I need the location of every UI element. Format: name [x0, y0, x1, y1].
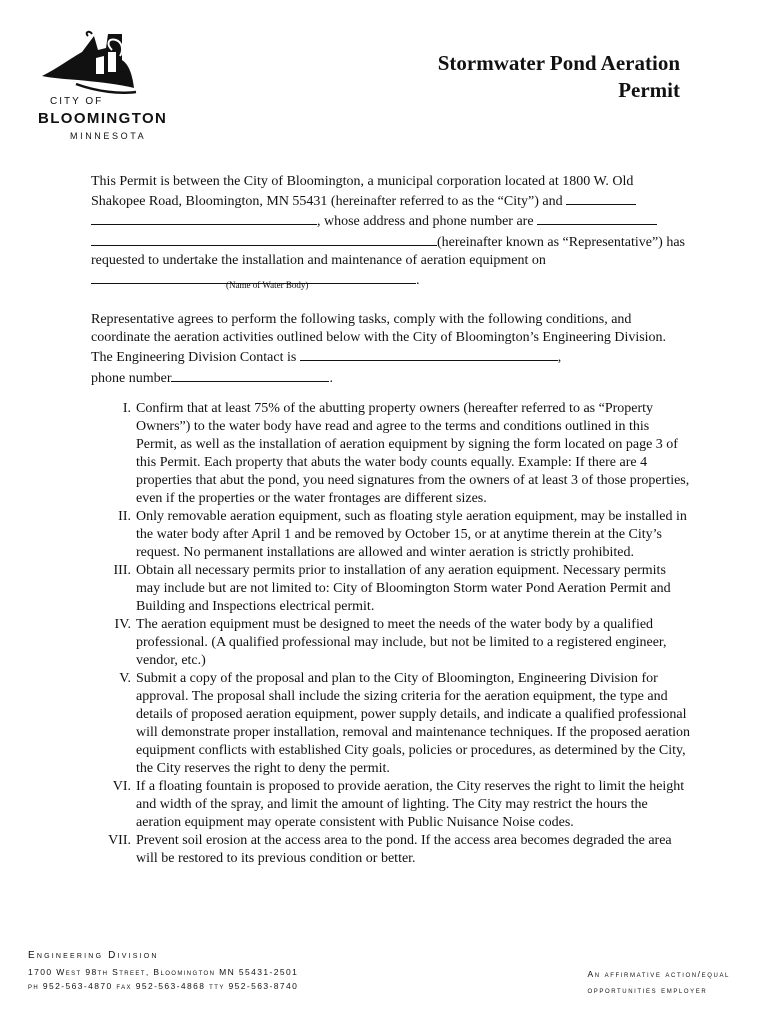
bloomington-emblem-icon: [38, 30, 188, 100]
representative-name-blank-2[interactable]: [91, 211, 317, 225]
logo-state: MINNESOTA: [70, 131, 147, 141]
logo-city-of: CITY OF: [50, 96, 104, 107]
representative-name-blank[interactable]: [566, 191, 636, 205]
task-list: [91, 400, 691, 868]
task-text: Submit a copy of the proposal and plan to the City of Bloomington, Engineering Division for approval. The proposal shall include the sizing criteria for the aeration equipment, the type and details of proposed aeration equipment, power supply details, and indicate a qualified professional will demonstrate proper installation, removal and maintenance techniques. If the proposed aeration equipment conflicts with established City goals, policies or procedures, as determined by the City, the City reserves the right to deny the permit.: [136, 671, 690, 776]
task-item: [91, 616, 691, 670]
task-number: VI.: [112, 779, 131, 794]
page-title: [438, 50, 680, 104]
task-text: Confirm that at least 75% of the abutting property owners (hereafter referred to as “Property Owners”) to the water body have read and agree to the terms and conditions outlined in this Permit, as well as the installation of aeration equipment by signing the form located on page 3 of this Permit. Each property that abuts the water body counts equally. Example: If there are 4 properties that abut the pond, you need signatures from the owners of at least 3 of those properties, even if the properties or the water frontages are different sizes.: [136, 401, 690, 506]
task-number: III.: [113, 563, 131, 578]
task-item: [91, 670, 691, 778]
task-number: IV.: [114, 617, 131, 632]
footer-eo-line-1: An affirmative action/equal: [587, 969, 730, 979]
intro-text-3: (hereinafter known as “Representative”) has requested to undertake the installation and maintenance of aeration equipment on: [91, 234, 685, 268]
task-text: Prevent soil erosion at the access area to the pond. If the access area becomes degraded the area will be restored to its previous condition or better.: [136, 833, 672, 866]
address-phone-blank[interactable]: [537, 211, 657, 225]
intro-text-2: , whose address and phone number are: [317, 214, 534, 230]
footer-division: Engineering Division: [28, 950, 159, 961]
intro-text-1: This Permit is between the City of Bloomington, a municipal corporation located at 1800 W. Old Shakopee Road, Bloomington, MN 55431 (hereinafter referred to as the “City”) and: [91, 174, 634, 210]
task-item: [91, 778, 691, 832]
contact-phone-blank[interactable]: [171, 368, 329, 382]
task-number: II.: [118, 509, 131, 524]
footer-equal-opportunity: [587, 966, 730, 998]
task-item: [91, 508, 691, 562]
footer-phones: ph 952-563-4870 fax 952-563-4868 tty 952-563-8740: [28, 981, 299, 991]
para2-text-1: Representative agrees to perform the following tasks, comply with the following conditions, and coordinate the aeration activities outlined below with the City of Bloomington’s Engineering Division. The Engineering Division Contact is: [91, 312, 667, 366]
task-text: The aeration equipment must be designed to meet the needs of the water body by a qualified professional. (A qualified professional may include, but not be limited to a registered engineer, vendor, etc.): [136, 617, 667, 668]
contact-name-blank[interactable]: [300, 347, 558, 361]
task-text: Only removable aeration equipment, such as floating style aeration equipment, may be installed in the water body after April 1 and be removed by October 15, or at anytime therein at the City’s request. No permanent installations are allowed and winter aeration is strictly prohibited.: [136, 509, 687, 560]
task-item: [91, 400, 691, 508]
footer-eo-line-2: opportunities employer: [587, 985, 708, 995]
footer-address: 1700 West 98th Street, Bloomington MN 55431-2501: [28, 967, 299, 977]
task-number: I.: [122, 401, 131, 416]
task-item: [91, 562, 691, 616]
task-text: If a floating fountain is proposed to provide aeration, the City reserves the right to limit the height and width of the spray, and limit the amount of lighting. The City may restrict the hours the aeration equipment may operate consistent with Public Nuisance Noise codes.: [136, 779, 685, 830]
water-body-caption: (Name of Water Body): [226, 280, 309, 290]
title-line-2: Permit: [618, 78, 680, 102]
intro-text-4: .: [416, 273, 420, 289]
title-line-1: Stormwater Pond Aeration: [437, 51, 680, 75]
para2-text-4: .: [329, 370, 333, 386]
address-phone-blank-2[interactable]: [91, 232, 437, 246]
task-text: Obtain all necessary permits prior to installation of any aeration equipment. Necessary permits may include but are not limited to: City of Bloomington Storm water Pond Aeration Permit and Building and Inspections electrical permit.: [136, 563, 671, 614]
task-number: V.: [119, 671, 131, 686]
para2-text-2: ,: [557, 350, 562, 366]
city-logo: [38, 30, 188, 145]
agreement-paragraph: [91, 311, 691, 388]
task-number: VII.: [108, 833, 131, 848]
intro-paragraph: [91, 173, 691, 290]
footer-contact: [28, 950, 298, 993]
task-item: [91, 832, 691, 868]
para2-text-3: phone number: [91, 370, 172, 386]
logo-city-name: BLOOMINGTON: [38, 110, 168, 127]
